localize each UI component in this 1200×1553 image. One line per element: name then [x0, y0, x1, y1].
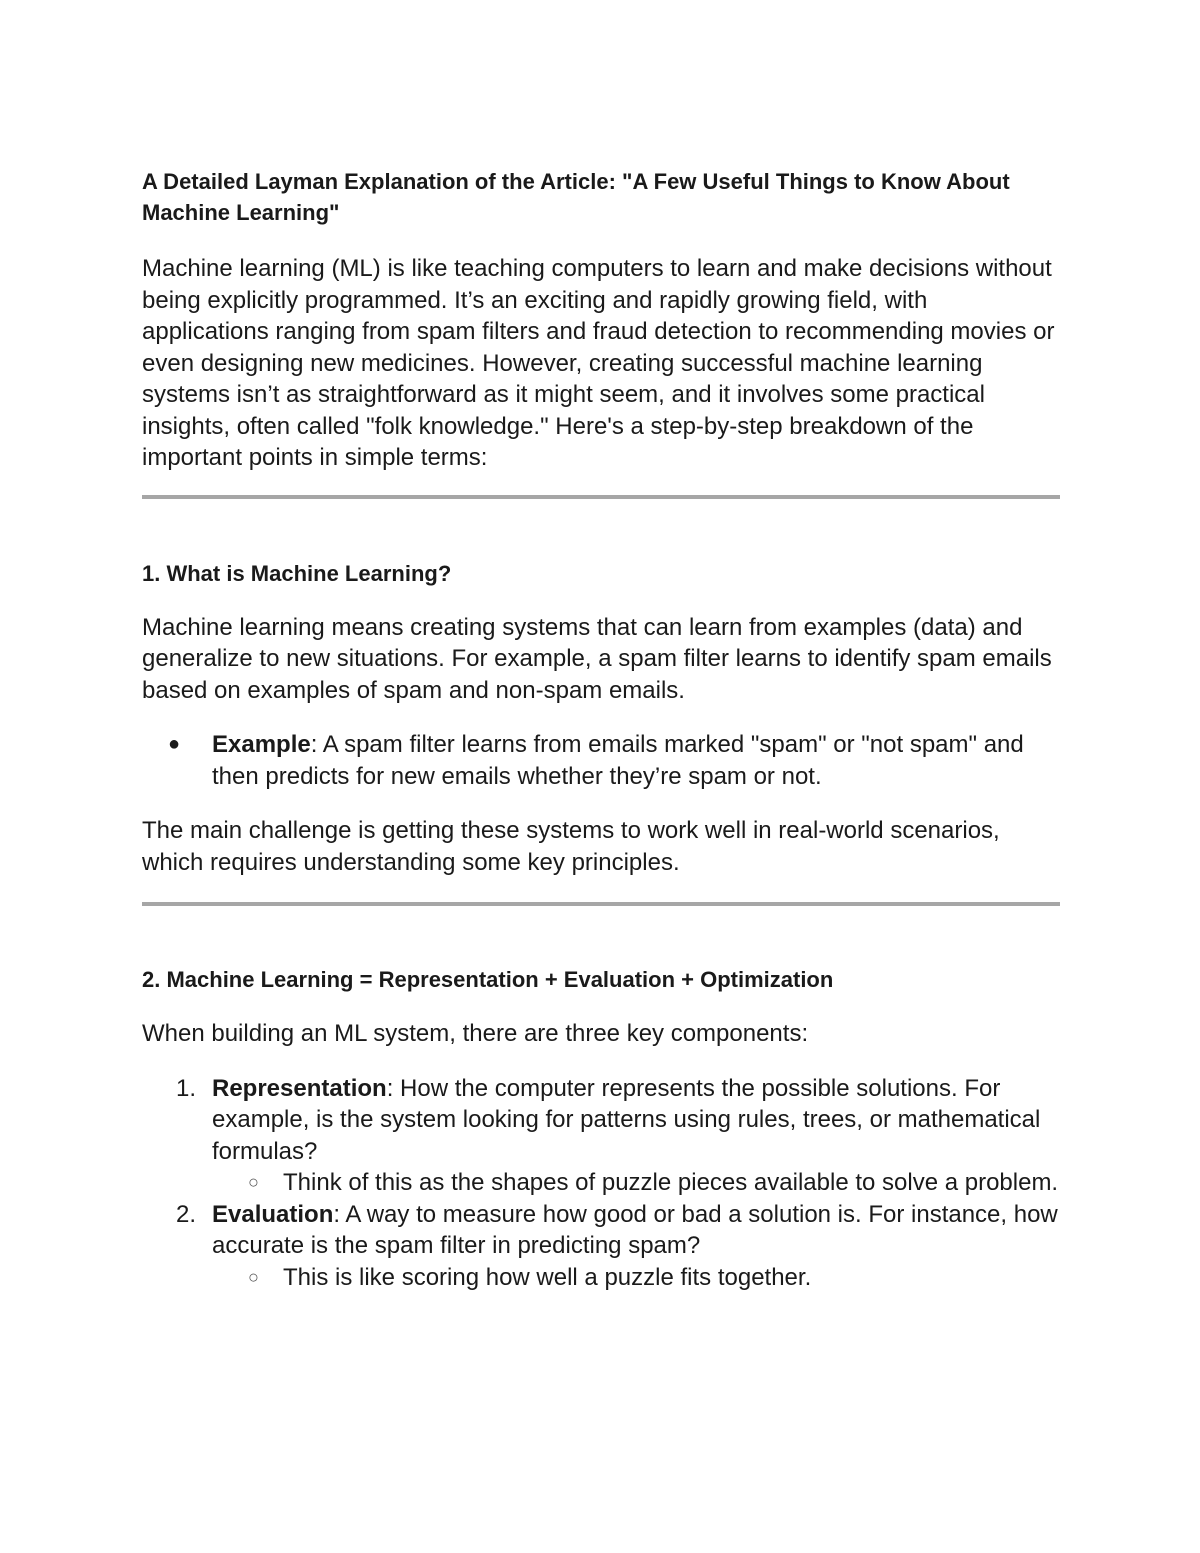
sub-item-text: This is like scoring how well a puzzle fits together. [283, 1263, 812, 1291]
item-text: : How the computer represents the possible solutions. For example, is the system looking for patterns using rules, trees, or mathematical formulas? [212, 1074, 1041, 1165]
list-item [142, 1199, 1060, 1294]
section-2-numbered-list [142, 1073, 1060, 1294]
document-page [142, 166, 1060, 1293]
section-1-heading: 1. What is Machine Learning? [142, 560, 452, 586]
circle-bullet-icon: ○ [248, 1266, 259, 1287]
section-2-heading: 2. Machine Learning = Representation + Evaluation + Optimization [142, 967, 834, 992]
item-term: Evaluation [212, 1200, 334, 1228]
section-1-paragraph: Machine learning means creating systems that can learn from examples (data) and generalize to new situations. For example, a spam filter learns to identify spam emails based on examples of spam and non-spam emails. [142, 613, 1052, 704]
section-1-bullet-list [142, 729, 1060, 792]
intro-paragraph: Machine learning (ML) is like teaching computers to learn and make decisions without being explicitly programmed. It’s an exciting and rapidly growing field, with applications ranging from spam filters and fraud detection to recommending movies or even designing new medicines. However, creating successful machine learning systems isn’t as straightforward as it might seem, and it involves some practical insights, often called "folk knowledge." Here's a step-by-step breakdown of the important points in simple terms: [142, 255, 1055, 471]
sub-list-item [212, 1262, 1060, 1294]
list-number: 1. [176, 1074, 197, 1102]
bullet-term: Example [212, 731, 311, 758]
section-divider [142, 902, 1060, 906]
item-term: Representation [212, 1074, 387, 1102]
section-2-paragraph: When building an ML system, there are three key components: [142, 1020, 809, 1047]
bullet-icon: ● [168, 733, 181, 755]
sub-list [212, 1167, 1060, 1199]
sub-list-item [212, 1167, 1060, 1199]
bullet-text: : A spam filter learns from emails marked "spam" or "not spam" and then predicts for new emails whether they’re spam or not. [212, 731, 1024, 790]
sub-item-text: Think of this as the shapes of puzzle pieces available to solve a problem. [283, 1169, 1059, 1196]
circle-bullet-icon: ○ [248, 1172, 259, 1192]
section-divider [142, 495, 1060, 499]
document-title: A Detailed Layman Explanation of the Article: "A Few Useful Things to Know About Machine Learning" [142, 169, 1010, 225]
list-item [142, 1073, 1060, 1199]
item-text: : A way to measure how good or bad a solution is. For instance, how accurate is the spam filter in predicting spam? [212, 1200, 1058, 1259]
list-item [142, 729, 1060, 792]
list-number: 2. [176, 1200, 197, 1228]
sub-list [212, 1262, 1060, 1294]
section-1-closing-paragraph: The main challenge is getting these systems to work well in real-world scenarios, which requires understanding some key principles. [142, 817, 1000, 876]
